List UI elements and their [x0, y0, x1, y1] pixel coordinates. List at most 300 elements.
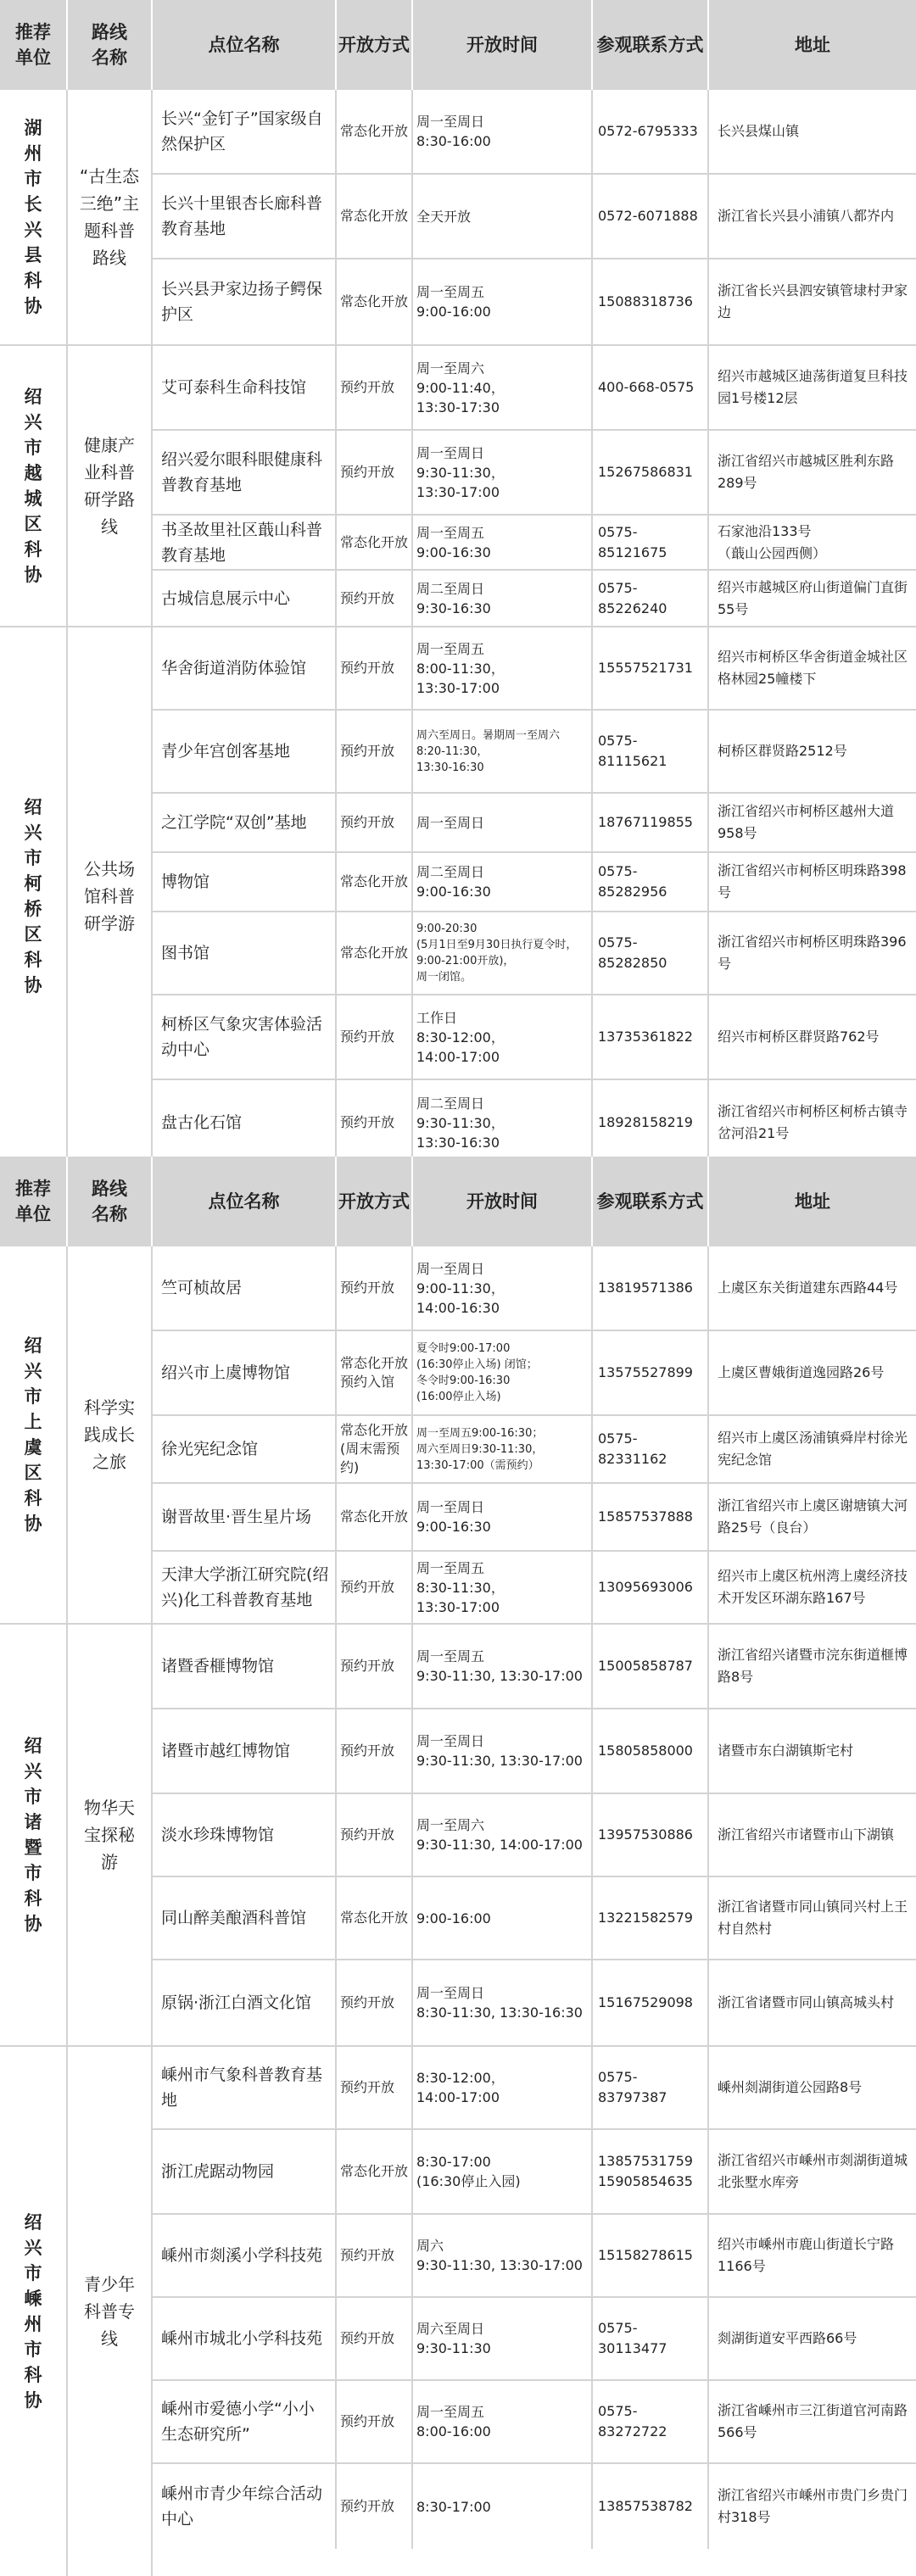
table-row: [153, 1960, 916, 2045]
contact-phone: [593, 794, 709, 851]
site-address-text: 绍兴市柯桥区华舍街道金城社区格林园25幢楼下: [718, 649, 908, 687]
table-row: [153, 90, 916, 175]
unit-text: 绍兴市诸暨市科协: [24, 1736, 42, 1934]
site-address-text: 浙江省诸暨市同山镇同兴村上王村自然村: [718, 1899, 908, 1937]
open-time-text: 周一至周五 9:00-16:30: [416, 524, 491, 560]
open-mode-text: 常态化开放: [340, 123, 409, 139]
route-group: [0, 627, 916, 1167]
site-name-text: 华舍街道消防体验馆: [161, 659, 307, 677]
site-address-text: 石家池沿133号 （蕺山公园西侧）: [718, 522, 827, 561]
route-group: [0, 346, 916, 627]
open-time: [413, 2047, 593, 2128]
route-name: [68, 1246, 153, 1623]
open-mode-text: 常态化开放: [340, 873, 409, 889]
site-name-text: 嵊州市青少年综合活动中心: [161, 2484, 323, 2529]
site-name: [153, 995, 337, 1079]
unit-text: 湖州市长兴县科协: [24, 118, 42, 316]
header-unit: [0, 1157, 68, 1246]
site-rows: [153, 90, 916, 344]
site-address-text: 绍兴市越城区迪荡街道复旦科技园1号楼12层: [718, 368, 908, 406]
table-2: [0, 1157, 916, 2576]
open-mode: [337, 2047, 413, 2128]
site-address: [709, 1080, 916, 1165]
table-row: [153, 571, 916, 626]
open-time-text: 周二至周日 9:00-16:30: [416, 864, 491, 900]
site-address-text: 长兴县煤山镇: [718, 123, 800, 139]
site-address-text: 绍兴市越城区府山街道偏门直街55号: [718, 578, 908, 617]
open-mode: [337, 1080, 413, 1165]
table-row: [153, 1080, 916, 1165]
contact-phone: [593, 1246, 709, 1330]
site-address: [709, 90, 916, 173]
contact-phone-text: 15805858000: [598, 1742, 693, 1759]
site-name: [153, 431, 337, 514]
table-row: [153, 516, 916, 571]
site-address: [709, 2464, 916, 2549]
open-time: [413, 1877, 593, 1959]
open-mode: [337, 2381, 413, 2462]
site-name: [153, 2381, 337, 2462]
site-name-text: 绍兴爱尔眼科眼健康科普教育基地: [161, 450, 323, 494]
recommending-unit: [0, 346, 68, 626]
site-name: [153, 1877, 337, 1959]
header-label: 路线 名称: [92, 22, 127, 68]
site-name-text: 同山醉美酿酒科普馆: [161, 1909, 307, 1927]
site-name-text: 艾可泰科生命科技馆: [161, 378, 307, 397]
contact-phone-text: 0572-6795333: [598, 123, 698, 139]
contact-phone: [593, 571, 709, 626]
open-mode-text: 预约开放: [340, 2413, 395, 2429]
open-mode: [337, 794, 413, 851]
contact-phone-text: 13857538782: [598, 2498, 693, 2514]
open-mode: [337, 912, 413, 994]
site-address-text: 浙江省绍兴市上虞区谢塘镇大河路25号（良台）: [718, 1497, 908, 1536]
site-name-text: 绍兴市上虞博物馆: [161, 1363, 291, 1382]
site-address: [709, 853, 916, 911]
open-mode-text: 预约开放: [340, 1826, 395, 1843]
open-mode: [337, 2215, 413, 2296]
open-time: [413, 1484, 593, 1550]
table-header: [0, 0, 916, 90]
open-time-text: 周一至周日 9:30-11:30， 13:30-17:00: [416, 444, 505, 500]
unit-text: 绍兴市嵊州市科协: [24, 2212, 42, 2411]
site-address-text: 柯桥区群贤路2512号: [718, 743, 847, 759]
site-name: [153, 1080, 337, 1165]
contact-phone-text: 18928158219: [598, 1114, 693, 1130]
open-time: [413, 995, 593, 1079]
contact-phone-text: 15557521731: [598, 660, 693, 676]
site-address-text: 浙江省绍兴市柯桥区越州大道958号: [718, 803, 895, 841]
contact-phone-text: 15005858787: [598, 1658, 693, 1674]
contact-phone: [593, 1709, 709, 1793]
open-time: [413, 259, 593, 344]
table-row: [153, 1331, 916, 1416]
open-time: [413, 2215, 593, 2296]
contact-phone: [593, 627, 709, 709]
contact-phone: [593, 1416, 709, 1482]
table-row: [153, 2130, 916, 2215]
open-time: [413, 627, 593, 709]
open-mode: [337, 627, 413, 709]
open-time: [413, 1080, 593, 1165]
contact-phone-text: 15167529098: [598, 1994, 693, 2010]
header-label: 点位名称: [208, 1191, 280, 1212]
header-contact: [593, 1157, 709, 1246]
table-row: [153, 259, 916, 344]
open-time-text: 周一至周日 8:30-16:00: [416, 114, 491, 149]
contact-phone: [593, 853, 709, 911]
site-name: [153, 1625, 337, 1708]
header-address: [709, 0, 916, 90]
contact-phone-text: 0572-6071888: [598, 208, 698, 224]
table-row: [153, 1709, 916, 1794]
route-text: 健康产业科普研学路线: [84, 435, 135, 537]
header-address: [709, 1157, 916, 1246]
route-group: [0, 2047, 916, 2576]
contact-phone-text: 15158278615: [598, 2247, 693, 2263]
site-address-text: 浙江省诸暨市同山镇高城头村: [718, 1994, 895, 2010]
header-label: 地址: [795, 1191, 830, 1212]
site-address-text: 诸暨市东白湖镇斯宅村: [718, 1742, 854, 1759]
site-name: [153, 2047, 337, 2128]
header-label: 地址: [795, 35, 830, 55]
table-row: [153, 995, 916, 1080]
site-name-text: 古城信息展示中心: [161, 588, 291, 608]
site-name: [153, 2298, 337, 2379]
open-mode: [337, 1246, 413, 1330]
site-rows: [153, 346, 916, 626]
route-name: [68, 627, 153, 1165]
open-mode: [337, 853, 413, 911]
contact-phone: [593, 2381, 709, 2462]
open-mode-text: 预约开放: [340, 1742, 395, 1759]
header-label: 推荐 单位: [15, 22, 51, 68]
open-time: [413, 431, 593, 514]
header-route: [68, 0, 153, 90]
site-address-text: 浙江省绍兴诸暨市浣东街道榧博路8号: [718, 1647, 908, 1685]
open-time-text: 周二至周日 9:30-16:30: [416, 580, 491, 616]
contact-phone: [593, 431, 709, 514]
route-text: 科学实践成长之旅: [84, 1397, 135, 1472]
contact-phone-text: 0575-85226240: [598, 579, 667, 616]
site-address: [709, 1625, 916, 1708]
table-row: [153, 853, 916, 912]
site-name: [153, 853, 337, 911]
site-address-text: 上虞区东关街道建东西路44号: [718, 1280, 898, 1296]
open-time: [413, 1794, 593, 1876]
site-name: [153, 1246, 337, 1330]
site-address-text: 上虞区曹娥街道逸园路26号: [718, 1364, 885, 1380]
site-address: [709, 2381, 916, 2462]
header-mode: [337, 0, 413, 90]
site-name-text: 谢晋故里·晋生星片场: [161, 1508, 312, 1526]
contact-phone: [593, 1794, 709, 1876]
route-name: [68, 2047, 153, 2576]
recommending-unit: [0, 2047, 68, 2576]
open-mode-text: 预约开放: [340, 743, 395, 759]
contact-phone-text: 0575-81115621: [598, 733, 667, 769]
site-address-text: 浙江省绍兴市越城区胜利东路289号: [718, 453, 895, 491]
open-time-text: 周一至周日 9:30-11:30, 13:30-17:00: [416, 1733, 583, 1769]
header-label: 推荐 单位: [15, 1179, 51, 1224]
site-address: [709, 1416, 916, 1482]
route-name: [68, 346, 153, 626]
open-mode: [337, 1484, 413, 1550]
site-address: [709, 346, 916, 429]
table-row: [153, 627, 916, 711]
open-mode: [337, 1331, 413, 1414]
site-name: [153, 571, 337, 626]
site-address: [709, 431, 916, 514]
header-label: 开放方式: [338, 1191, 410, 1212]
open-time: [413, 346, 593, 429]
site-name-text: 诸暨香榧博物馆: [161, 1657, 275, 1676]
route-name: [68, 90, 153, 344]
site-name: [153, 516, 337, 569]
route-text: 公共场馆科普研学游: [84, 859, 135, 934]
table-row: [153, 2381, 916, 2464]
site-address: [709, 2130, 916, 2213]
site-address: [709, 175, 916, 258]
site-address-text: 绍兴市柯桥区群贤路762号: [718, 1029, 880, 1045]
contact-phone: [593, 2215, 709, 2296]
site-name: [153, 1709, 337, 1793]
site-rows: [153, 1246, 916, 1623]
open-time: [413, 912, 593, 994]
site-address-text: 浙江省绍兴市诸暨市山下湖镇: [718, 1826, 895, 1843]
contact-phone-text: 13819571386: [598, 1280, 693, 1296]
open-time-text: 周一至周五 8:00-11:30， 13:30-17:00: [416, 640, 505, 696]
site-address: [709, 1709, 916, 1793]
open-time: [413, 794, 593, 851]
open-time-text: 周一至周六 9:30-11:30, 14:00-17:00: [416, 1817, 583, 1853]
open-mode: [337, 2298, 413, 2379]
contact-phone-text: 0575-83272722: [598, 2403, 667, 2439]
open-time-text: 周一至周六 9:00-11:40， 13:30-17:30: [416, 360, 505, 415]
site-address: [709, 1877, 916, 1959]
open-mode: [337, 1416, 413, 1482]
site-name-text: 竺可桢故居: [161, 1279, 243, 1297]
contact-phone-text: 13221582579: [598, 1910, 693, 1926]
contact-phone: [593, 1877, 709, 1959]
contact-phone-text: 13575527899: [598, 1364, 693, 1380]
contact-phone-text: 15857537888: [598, 1508, 693, 1525]
site-address-text: 绍兴市嵊州市鹿山街道长宁路1166号: [718, 2236, 895, 2274]
open-mode-text: 预约开放: [340, 660, 395, 676]
header-name: [153, 1157, 337, 1246]
open-mode: [337, 995, 413, 1079]
contact-phone: [593, 711, 709, 792]
open-time-text: 周一至周五9:00-16:30； 周六至周日9:30-11:30， 13:30-17:00（需预约）: [416, 1426, 544, 1472]
site-name-text: 之江学院“双创”基地: [161, 813, 307, 832]
table-row: [153, 1552, 916, 1623]
site-name-text: 图书馆: [161, 944, 210, 962]
contact-phone: [593, 2047, 709, 2128]
contact-phone: [593, 346, 709, 429]
site-address: [709, 711, 916, 792]
open-mode: [337, 431, 413, 514]
contact-phone-text: 15088318736: [598, 293, 693, 309]
contact-phone-text: 400-668-0575: [598, 379, 695, 395]
site-address-text: 浙江省绍兴市嵊州市剡湖街道城北张墅水库旁: [718, 2152, 908, 2190]
site-address-text: 浙江省长兴县小浦镇八都岕内: [718, 208, 895, 224]
contact-phone-text: 0575-85121675: [598, 523, 667, 560]
open-mode-text: 常态化开放: [340, 2163, 409, 2179]
table-row: [153, 2298, 916, 2381]
contact-phone-text: 13957530886: [598, 1826, 693, 1843]
open-time: [413, 90, 593, 173]
open-mode: [337, 1625, 413, 1708]
site-address: [709, 259, 916, 344]
open-time: [413, 1331, 593, 1414]
recommending-unit: [0, 1625, 68, 2045]
header-mode: [337, 1157, 413, 1246]
open-time: [413, 2298, 593, 2379]
site-name: [153, 346, 337, 429]
site-name-text: 嵊州市城北小学科技苑: [161, 2329, 323, 2348]
site-name-text: 长兴县尹家边扬子鳄保护区: [161, 280, 323, 324]
site-address: [709, 2047, 916, 2128]
site-address-text: 浙江省长兴县泗安镇管埭村尹家边: [718, 282, 908, 321]
site-name-text: 天津大学浙江研究院(绍兴)化工科普教育基地: [161, 1565, 329, 1609]
open-time-text: 周一至周五 8:30-11:30， 13:30-17:00: [416, 1559, 505, 1615]
contact-phone: [593, 1625, 709, 1708]
open-mode-text: 常态化开放: [340, 1910, 409, 1926]
contact-phone: [593, 1960, 709, 2045]
open-time-text: 周一至周日 9:00-11:30， 14:00-16:30: [416, 1260, 505, 1316]
site-address-text: 浙江省嵊州市三江街道官河南路566号: [718, 2402, 908, 2440]
header-label: 开放方式: [338, 35, 410, 55]
open-time: [413, 1552, 593, 1623]
open-mode-text: 常态化开放: [340, 1508, 409, 1525]
recommending-unit: [0, 1246, 68, 1623]
site-rows: [153, 2047, 916, 2576]
open-time: [413, 2464, 593, 2549]
site-address: [709, 912, 916, 994]
table-row: [153, 794, 916, 853]
contact-phone: [593, 2298, 709, 2379]
unit-text: 绍兴市柯桥区科协: [24, 797, 42, 995]
contact-phone: [593, 2464, 709, 2549]
header-name: [153, 0, 337, 90]
open-time: [413, 2381, 593, 2462]
site-address: [709, 571, 916, 626]
site-name-text: 青少年宫创客基地: [161, 742, 291, 761]
table-row: [153, 2464, 916, 2549]
open-time-text: 周一至周五 8:00-16:00: [416, 2404, 491, 2439]
site-name: [153, 2130, 337, 2213]
open-time-text: 周一至周日 8:30-11:30, 13:30-16:30: [416, 1985, 583, 2021]
open-mode-text: 预约开放: [340, 2247, 395, 2263]
open-mode: [337, 1960, 413, 2045]
open-mode: [337, 259, 413, 344]
site-rows: [153, 1625, 916, 2045]
open-time: [413, 516, 593, 569]
open-mode: [337, 175, 413, 258]
open-mode-text: 预约开放: [340, 2498, 395, 2514]
site-name: [153, 711, 337, 792]
open-time-text: 工作日 8:30-12:00， 14:00-17:00: [416, 1009, 505, 1065]
contact-phone: [593, 2130, 709, 2213]
route-group: [0, 1625, 916, 2047]
site-name-text: 长兴“金钉子”国家级自然保护区: [161, 109, 323, 153]
site-name: [153, 912, 337, 994]
site-address: [709, 1552, 916, 1623]
open-mode-text: 预约开放: [340, 2079, 395, 2095]
contact-phone: [593, 259, 709, 344]
open-mode-text: 预约开放: [340, 464, 395, 480]
header-label: 点位名称: [208, 35, 280, 55]
contact-phone-text: 0575-85282956: [598, 863, 667, 900]
open-time: [413, 1416, 593, 1482]
open-time-text: 8:30-17:00: [416, 2498, 491, 2515]
open-mode-text: 常态化开放: [340, 208, 409, 224]
site-rows: [153, 627, 916, 1165]
open-time-text: 全天开放: [416, 208, 472, 225]
site-name-text: 书圣故里社区蕺山科普教育基地: [161, 520, 323, 565]
site-address-text: 绍兴市上虞区杭州湾上虞经济技术开发区环湖东路167号: [718, 1568, 908, 1606]
open-time-text: 周一至周日 9:00-16:30: [416, 1499, 491, 1535]
table-row: [153, 1794, 916, 1877]
site-name-text: 徐光宪纪念馆: [161, 1440, 259, 1458]
route-text: 青少年科普专线: [84, 2274, 135, 2349]
open-time: [413, 175, 593, 258]
table-1: [0, 0, 916, 1167]
site-name: [153, 259, 337, 344]
contact-phone-text: 13095693006: [598, 1579, 693, 1595]
site-name-text: 浙江虎踞动物园: [161, 2162, 275, 2181]
open-mode-text: 常态化开放: [340, 945, 409, 961]
site-address-text: 绍兴市上虞区汤浦镇舜岸村徐光宪纪念馆: [718, 1430, 908, 1468]
open-time: [413, 711, 593, 792]
site-name-text: 淡水珍珠博物馆: [161, 1826, 275, 1844]
open-time-text: 8:30-12:00， 14:00-17:00: [416, 2070, 505, 2105]
open-time-text: 周一至周日: [416, 814, 485, 831]
contact-phone: [593, 995, 709, 1079]
site-name: [153, 1552, 337, 1623]
open-mode-text: 常态化开放 预约入馆: [340, 1355, 409, 1390]
table-row: [153, 2047, 916, 2130]
contact-phone-text: 18767119855: [598, 814, 693, 830]
contact-phone-text: 0575-85282850: [598, 934, 667, 971]
site-address-text: 浙江省绍兴市柯桥区明珠路398号: [718, 862, 907, 900]
table-row: [153, 175, 916, 259]
header-label: 开放时间: [466, 35, 538, 55]
header-label: 参观联系方式: [596, 1191, 704, 1212]
route-name: [68, 1625, 153, 2045]
site-name-text: 长兴十里银杏长廊科普教育基地: [161, 194, 323, 238]
header-time: [413, 1157, 593, 1246]
open-mode-text: 常态化开放 (周末需预约): [340, 1422, 409, 1475]
contact-phone: [593, 912, 709, 994]
site-address: [709, 1484, 916, 1550]
route-text: 物华天宝探秘游: [84, 1798, 135, 1872]
route-text: “古生态三绝”主题科普路线: [79, 166, 140, 268]
table-row: [153, 2215, 916, 2298]
open-time: [413, 1960, 593, 2045]
table-row: [153, 346, 916, 431]
route-group: [0, 1246, 916, 1625]
open-mode: [337, 516, 413, 569]
header-route: [68, 1157, 153, 1246]
header-unit: [0, 0, 68, 90]
contact-phone-text: 0575-83797387: [598, 2069, 667, 2105]
site-address: [709, 1960, 916, 2045]
open-time-text: 周一至周五 9:30-11:30, 13:30-17:00: [416, 1648, 583, 1684]
site-name: [153, 175, 337, 258]
open-mode: [337, 1794, 413, 1876]
site-address: [709, 794, 916, 851]
